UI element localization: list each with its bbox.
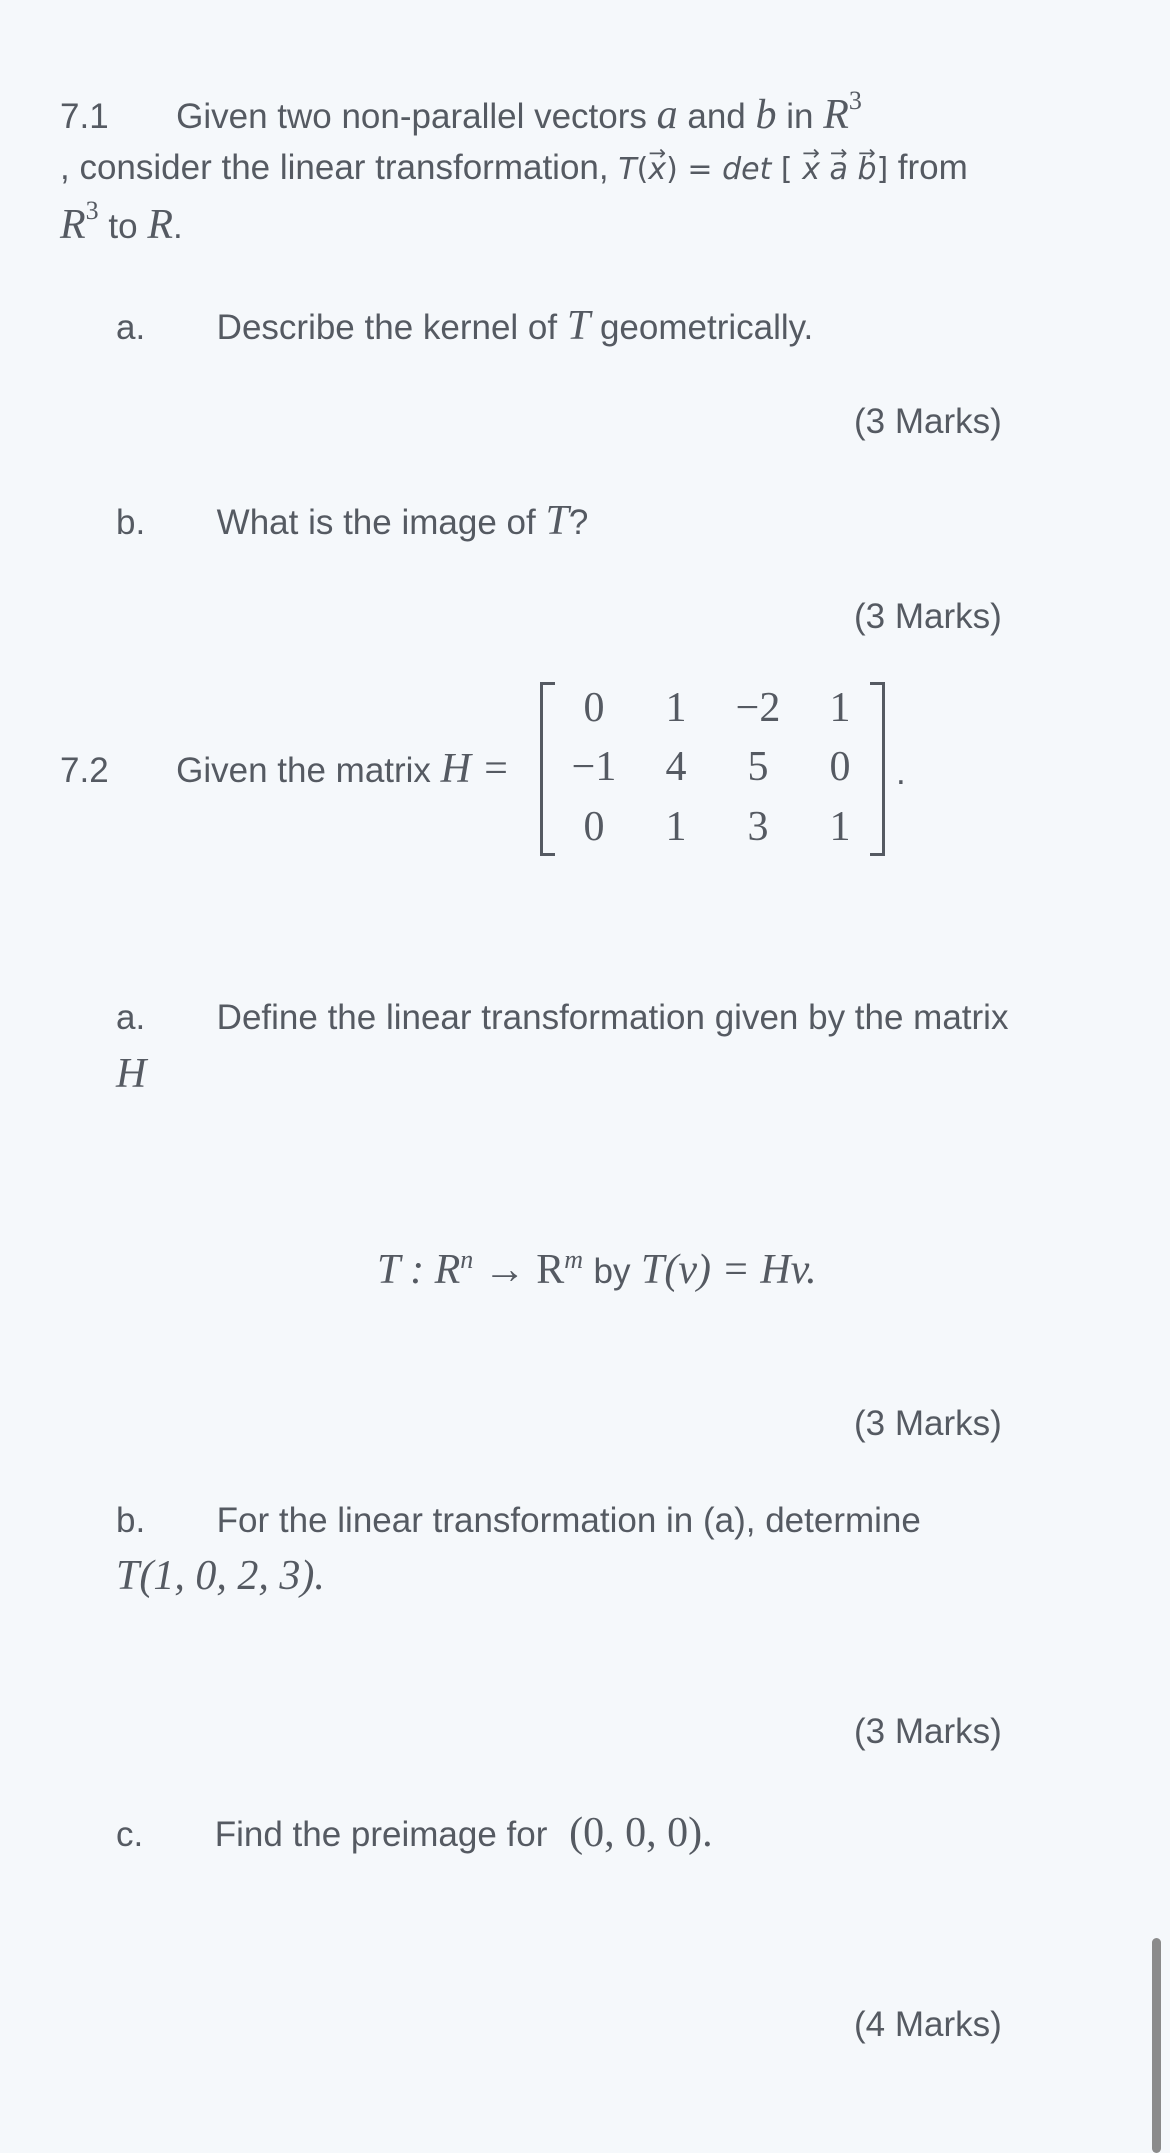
vertical-scrollbar[interactable] — [1152, 1938, 1161, 2153]
matrix-cell: 3 — [747, 804, 769, 850]
question-7-2-a — [116, 1000, 1008, 1035]
transformation-formula: T : $R^n \to R^m$ by T(v) = Hv. — [377, 1245, 817, 1293]
vector-a: a — [656, 92, 678, 138]
marks-7-2-c: (4 Marks) — [854, 2005, 1002, 2044]
question-text: Given two non-parallel vectors — [176, 97, 647, 136]
transformation-definition: T(→ x) = det [ → x → a → b] — [618, 152, 897, 187]
matrix-cell: 1 — [829, 804, 851, 850]
expression-zero-vector: (0, 0, 0). — [569, 1810, 713, 1856]
question-number: 7.2 — [60, 751, 109, 790]
matrix-cell: 1 — [665, 685, 687, 731]
question-7-1-b: b. What is the image of T? — [116, 498, 589, 544]
math-t: T — [566, 303, 591, 349]
to-word: to — [108, 207, 138, 246]
matrix-period: . — [896, 753, 906, 792]
space-r3: $R^3$ — [823, 86, 862, 138]
part-text-after: geometrically. — [599, 308, 814, 347]
question-7-2 — [60, 748, 510, 790]
vector-b: b — [755, 92, 777, 138]
marks-7-2-b: (3 Marks) — [854, 1712, 1002, 1751]
part-label: a. — [116, 308, 146, 347]
matrix-cell: −1 — [571, 744, 617, 790]
matrix-cell: 0 — [583, 685, 605, 731]
matrix-left-bracket — [540, 682, 555, 856]
expression-t-1023: T(1, 0, 2, 3). — [116, 1553, 325, 1599]
question-7-1-line-1 — [60, 86, 862, 138]
question-7-1-line-2 — [60, 150, 968, 185]
math-t: T — [545, 498, 569, 544]
part-label: b. — [116, 503, 146, 542]
question-text: Given the matrix — [176, 751, 431, 790]
math-h: H — [116, 1051, 147, 1097]
matrix-cell: 5 — [747, 744, 769, 790]
part-text: For the linear transformation in (a), determine — [216, 1501, 921, 1540]
part-text: What is the image of — [216, 503, 536, 542]
matrix-h — [540, 682, 885, 850]
marks-7-1-a: (3 Marks) — [854, 402, 1002, 441]
space-r3-domain: $R^3$ — [60, 196, 99, 248]
matrix-cell: 0 — [829, 744, 851, 790]
space-r: R — [147, 202, 173, 248]
conjunction: and — [687, 97, 746, 136]
question-7-1-line-3: $R^3$ to R. — [60, 196, 183, 248]
question-number: 7.1 — [60, 97, 109, 136]
matrix-name: H = — [440, 746, 510, 792]
part-text: Define the linear transformation given by the matrix — [216, 998, 1009, 1037]
part-text: Describe the kernel of — [216, 308, 558, 347]
marks-7-2-a: (3 Marks) — [854, 1404, 1002, 1443]
marks-7-1-b: (3 Marks) — [854, 597, 1002, 636]
matrix-cell: 0 — [583, 804, 605, 850]
part-label: b. — [116, 1501, 146, 1540]
part-text: Find the preimage for — [214, 1815, 548, 1854]
part-label: a. — [116, 998, 146, 1037]
question-7-1-a — [116, 305, 813, 347]
matrix-cell: 4 — [665, 744, 687, 790]
matrix-cell: 1 — [665, 804, 687, 850]
part-label: c. — [116, 1815, 144, 1854]
preposition: in — [786, 97, 814, 136]
matrix-cell: −2 — [735, 685, 781, 731]
question-text-cont: , consider the linear transformation, — [60, 148, 609, 187]
from-word: from — [897, 148, 968, 187]
question-7-2-c — [116, 1812, 713, 1854]
matrix-cell: 1 — [829, 685, 851, 731]
question-7-2-b — [116, 1503, 921, 1538]
